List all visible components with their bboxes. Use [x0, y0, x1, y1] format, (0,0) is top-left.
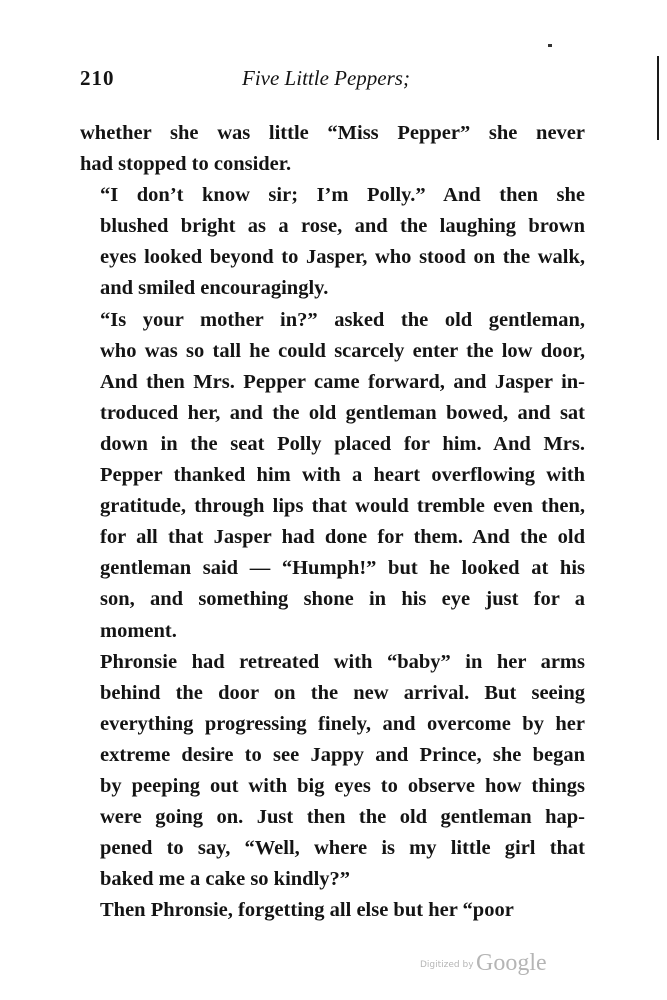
text-line: eyes looked beyond to Jasper, who stood on the walk,: [100, 246, 585, 269]
text-line: had stopped to consider.: [80, 153, 292, 176]
text-line: Then Phronsie, forgetting all else but her “poor: [100, 899, 514, 922]
paragraph: [80, 305, 585, 647]
running-head: Five Little Peppers;: [242, 66, 410, 90]
text-line: “Is your mother in?” asked the old gentleman,: [100, 308, 585, 331]
text-line: blushed bright as a rose, and the laughing brown: [100, 215, 585, 238]
text-line: baked me a cake so kindly?”: [100, 868, 351, 891]
text-line: Phronsie had retreated with “baby” in her arms: [100, 650, 585, 673]
text-line: everything progressing finely, and overcome by her: [100, 712, 585, 735]
paragraph: [80, 180, 585, 304]
paragraph: [80, 647, 585, 896]
text-line: And then Mrs. Pepper came forward, and Jasper in-: [100, 370, 585, 393]
page-number: 210: [80, 66, 115, 90]
text-line: gentleman said — “Humph!” but he looked at his: [100, 557, 585, 580]
text-line: were going on. Just then the old gentleman hap-: [100, 806, 585, 829]
text-line: gratitude, through lips that would tremble even then,: [100, 495, 585, 518]
text-line: who was so tall he could scarcely enter the low door,: [100, 339, 585, 362]
page-header: [80, 66, 585, 96]
watermark-prefix: Digitized by: [420, 960, 474, 970]
google-logo: Google: [476, 950, 547, 976]
text-line: moment.: [100, 619, 177, 642]
text-line: behind the door on the new arrival. But seeing: [100, 681, 585, 704]
text-line: pened to say, “Well, where is my little girl that: [100, 837, 585, 860]
text-line: extreme desire to see Jappy and Prince, she began: [100, 743, 585, 766]
text-line: by peeping out with big eyes to observe how things: [100, 774, 585, 797]
page-edge-line: [657, 56, 659, 140]
text-line: and smiled encouragingly.: [100, 277, 329, 300]
text-line: troduced her, and the old gentleman bowed, and sat: [100, 401, 585, 424]
body-text: [80, 118, 585, 926]
text-line: “I don’t know sir; I’m Polly.” And then she: [100, 184, 585, 207]
paragraph: [80, 118, 585, 180]
digitized-by-google-watermark: [420, 950, 560, 978]
text-line: son, and something shone in his eye just for a: [100, 588, 585, 611]
text-line: for all that Jasper had done for them. And the old: [100, 526, 585, 549]
text-line: Pepper thanked him with a heart overflowing with: [100, 464, 585, 487]
page-mark: [548, 44, 552, 47]
paragraph: [80, 895, 585, 926]
text-line: down in the seat Polly placed for him. And Mrs.: [100, 432, 585, 455]
text-line: whether she was little “Miss Pepper” she never: [80, 122, 585, 144]
